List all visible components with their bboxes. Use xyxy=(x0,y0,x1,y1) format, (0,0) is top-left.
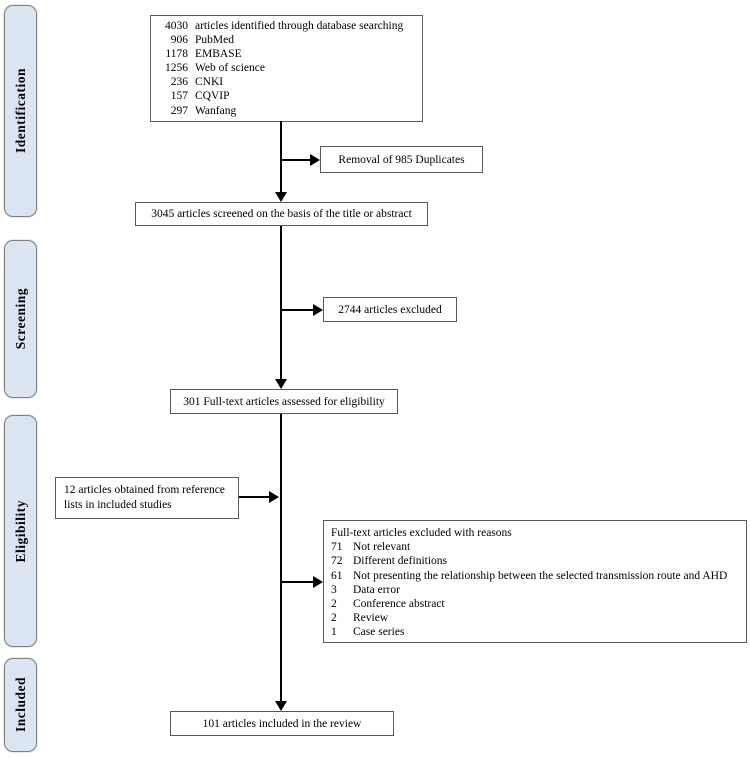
source-count: 157 xyxy=(170,90,188,103)
source-label: PubMed xyxy=(195,34,234,47)
stage-identification xyxy=(4,5,37,217)
stage-screening xyxy=(4,240,37,398)
reason-label: Not relevant xyxy=(353,541,411,554)
arrow-screened-to-fulltext-head xyxy=(275,379,287,389)
reason-count: 72 xyxy=(331,555,343,568)
source-count-row xyxy=(156,33,417,47)
source-count-row xyxy=(156,89,417,103)
identified-list xyxy=(151,16,422,121)
reason-count: 3 xyxy=(331,583,337,596)
source-label: Wanfang xyxy=(195,104,237,117)
source-label: EMBASE xyxy=(195,48,242,61)
duplicates-removed-text: Removal of 985 Duplicates xyxy=(338,153,465,166)
excluded-screening-box xyxy=(323,297,457,322)
included-review-text: 101 articles included in the review xyxy=(202,717,362,730)
source-label: CQVIP xyxy=(195,90,230,103)
stage-screening-label: Screening xyxy=(12,288,28,350)
source-count: 297 xyxy=(170,104,188,117)
arrow-reference-to-flow-line xyxy=(239,496,270,498)
reference-lists-box xyxy=(55,477,239,519)
exclusion-reason-row xyxy=(331,611,739,625)
exclusion-reason-row xyxy=(331,597,739,611)
reason-label: Data error xyxy=(353,583,400,596)
arrow-identified-to-screened-head xyxy=(275,192,287,202)
arrow-to-excluded-fulltext-head xyxy=(313,576,323,588)
arrow-screened-to-fulltext-line xyxy=(280,226,282,380)
arrow-fulltext-to-included-head xyxy=(275,701,287,711)
source-count: 1256 xyxy=(165,62,188,75)
excluded-screening-text: 2744 articles excluded xyxy=(338,303,442,316)
reason-label: Not presenting the relationship between the selected transmission route and AHD xyxy=(353,569,728,582)
exclusion-reason-list xyxy=(324,521,746,645)
excluded-fulltext-box xyxy=(323,520,747,643)
exclusion-reason-row xyxy=(331,540,739,554)
screened-text: 3045 articles screened on the basis of the title or abstract xyxy=(151,208,412,220)
stage-eligibility xyxy=(4,415,37,647)
source-count-row xyxy=(156,75,417,89)
arrow-fulltext-to-included-line xyxy=(280,414,282,702)
fulltext-assessed-text: 301 Full-text articles assessed for eligibility xyxy=(183,395,385,408)
reason-count: 2 xyxy=(331,598,337,611)
stage-identification-label: Identification xyxy=(12,68,28,154)
exclusion-reason-row xyxy=(331,583,739,597)
arrow-reference-to-flow-head xyxy=(269,491,279,503)
screened-box xyxy=(135,202,428,226)
excluded-fulltext-title: Full-text articles excluded with reasons xyxy=(331,527,512,539)
reason-count: 71 xyxy=(331,541,343,554)
stage-eligibility-label: Eligibility xyxy=(12,499,28,563)
reason-count: 2 xyxy=(331,612,337,625)
reason-label: Review xyxy=(353,612,389,625)
fulltext-assessed-box xyxy=(170,389,398,414)
exclusion-reason-row xyxy=(331,569,739,583)
duplicates-removed-box xyxy=(320,146,483,173)
source-count: 906 xyxy=(170,34,188,47)
reason-label: Conference abstract xyxy=(353,598,445,611)
arrow-to-excluded-fulltext-line xyxy=(281,581,313,583)
source-label: CNKI xyxy=(195,76,224,89)
stage-included xyxy=(4,658,37,752)
source-count-row xyxy=(156,19,417,33)
reference-lists-text: 12 articles obtained from reference lists in included studies xyxy=(64,484,225,511)
arrow-identified-to-screened-line xyxy=(280,121,282,193)
arrow-to-duplicates-line xyxy=(281,159,311,161)
exclusion-reason-row xyxy=(331,554,739,568)
arrow-to-excluded-screening-head xyxy=(313,304,323,316)
stage-included-label: Included xyxy=(12,677,28,733)
source-count: 236 xyxy=(170,76,188,89)
arrow-to-duplicates-head xyxy=(310,154,320,166)
reason-count: 61 xyxy=(331,569,343,582)
arrow-to-excluded-screening-line xyxy=(281,309,313,311)
source-label: articles identified through database searching xyxy=(195,20,404,32)
exclusion-reason-row xyxy=(331,625,739,639)
source-count: 1178 xyxy=(165,48,188,61)
source-label: Web of science xyxy=(195,62,265,75)
reason-count: 1 xyxy=(331,626,337,639)
reason-label: Case series xyxy=(353,626,405,639)
source-count-row xyxy=(156,47,417,61)
identified-box xyxy=(150,15,423,122)
reason-label: Different definitions xyxy=(353,555,447,568)
included-review-box xyxy=(170,711,394,736)
source-count: 4030 xyxy=(165,20,188,32)
source-count-row xyxy=(156,104,417,118)
source-count-row xyxy=(156,61,417,75)
